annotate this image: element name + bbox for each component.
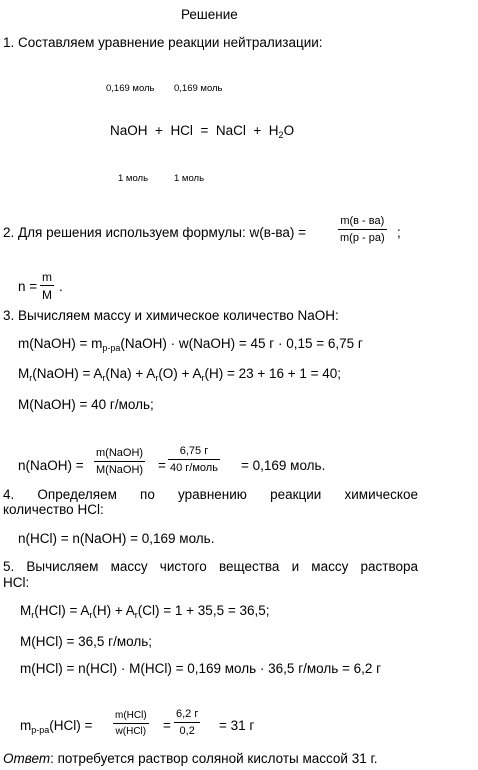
fraction-n-naoh-num-value: 6,75 г bbox=[168, 446, 220, 460]
answer-text: : потребуется раствор соляной кислоты массой 31 г. bbox=[50, 751, 378, 766]
naoh-molar-relative-line bbox=[18, 367, 341, 381]
step1-text: 1. Составляем уравнение реакции нейтрализации: bbox=[3, 35, 323, 50]
step2-semicolon: ; bbox=[397, 225, 401, 240]
n-naoh-left: n(NaOH) = bbox=[18, 458, 84, 473]
eq-naoh: NaOH bbox=[110, 123, 148, 138]
eq-plus-1: + bbox=[155, 123, 163, 138]
step2-text: 2. Для решения используем формулы: w(в-ва) = bbox=[3, 225, 307, 240]
naoh-mass-line bbox=[18, 337, 363, 351]
mr-hcl-m: M bbox=[20, 603, 32, 618]
fraction-n-naoh-num: m(NaOH) bbox=[94, 448, 145, 462]
fraction-n bbox=[40, 271, 54, 301]
final-part-a: (HCl) = bbox=[49, 718, 93, 733]
eq-plus-2: + bbox=[253, 123, 262, 138]
mr-part-c: (O) + A bbox=[158, 366, 202, 381]
hcl-mass-line: m(HCl) = n(HCl) · M(HCl) = 0,169 моль · 36,5 г/моль = 6,2 г bbox=[20, 661, 382, 676]
fraction-n-denominator: M bbox=[42, 288, 52, 302]
reaction-equation bbox=[110, 124, 294, 138]
mr-hcl-part-c: (Cl) = 1 + 35,5 = 36,5; bbox=[137, 603, 270, 618]
mol-top-naoh: 0,169 моль bbox=[106, 83, 155, 94]
mr-sub: r bbox=[29, 373, 33, 383]
mol-top-hcl: 0,169 моль bbox=[174, 83, 223, 94]
mr-hcl-part-a: (HCl) = A bbox=[34, 603, 90, 618]
eq-sub-2: 2 bbox=[278, 130, 284, 140]
eq-h: H bbox=[268, 123, 279, 138]
final-m: m bbox=[20, 718, 32, 733]
fraction-w bbox=[338, 216, 387, 244]
fraction-final-den-value: 0,2 bbox=[179, 725, 195, 737]
n-hcl-result: n(HCl) = n(NaOH) = 0,169 моль. bbox=[18, 531, 215, 546]
fraction-n-naoh-den: M(NaOH) bbox=[96, 464, 144, 476]
solution-title: Решение bbox=[181, 7, 238, 22]
ar-hcl-sub-2: r bbox=[134, 610, 138, 620]
n-formula-dot: . bbox=[59, 279, 63, 294]
mr-hcl-sub: r bbox=[31, 610, 35, 620]
n-formula-left: n = bbox=[18, 279, 38, 294]
eq-o: O bbox=[283, 123, 295, 138]
fraction-w-denominator: m(р - ра) bbox=[340, 232, 385, 244]
ar-sub-1: r bbox=[102, 373, 106, 383]
fraction-final-symbolic bbox=[113, 711, 149, 737]
naoh-molar-mass-line: M(NaOH) = 40 г/моль; bbox=[18, 397, 154, 412]
mol-bottom-hcl: 1 моль bbox=[174, 173, 205, 184]
fraction-n-naoh-symbolic bbox=[94, 448, 145, 476]
eq-nacl: NaCl bbox=[215, 123, 246, 138]
mr-part-d: (H) = 23 + 16 + 1 = 40; bbox=[204, 366, 342, 381]
mr-part-b: (Na) + A bbox=[105, 366, 156, 381]
fraction-n-naoh-den-value: 40 г/моль bbox=[170, 462, 218, 474]
fraction-final-den: w(HCl) bbox=[115, 726, 147, 737]
mr-part-a: (NaOH) = A bbox=[32, 366, 103, 381]
hcl-molar-relative-line bbox=[20, 604, 270, 618]
step4-text-line2: количество HCl: bbox=[3, 502, 104, 517]
fraction-w-numerator: m(в - ва) bbox=[338, 216, 387, 230]
fraction-final-num-value: 6,2 г bbox=[174, 709, 200, 723]
answer-line bbox=[3, 752, 378, 766]
eq-hcl: HCl bbox=[170, 123, 193, 138]
ar-sub-3: r bbox=[201, 373, 205, 383]
step4-text-line1: 4. Определяем по уравнению реакции химическое bbox=[3, 487, 418, 502]
mr-hcl-part-b: (H) + A bbox=[92, 603, 135, 618]
fraction-n-numerator: m bbox=[42, 270, 52, 284]
mol-bottom-naoh: 1 моль bbox=[118, 173, 149, 184]
step5-text-line1: 5. Вычисляем массу чистого вещества и массу раствора bbox=[3, 559, 418, 574]
final-result: = 31 г bbox=[219, 718, 255, 733]
ar-sub-2: r bbox=[155, 373, 159, 383]
fraction-final-numeric bbox=[174, 709, 200, 737]
solution-mass-left bbox=[20, 719, 92, 733]
n-naoh-equals: = bbox=[158, 458, 166, 473]
answer-label: Ответ bbox=[3, 751, 51, 766]
ar-hcl-sub-1: r bbox=[89, 610, 93, 620]
fraction-final-num: m(HCl) bbox=[113, 711, 149, 724]
mr-m: M bbox=[18, 366, 30, 381]
final-equals: = bbox=[163, 718, 171, 733]
eq-equals: = bbox=[200, 123, 209, 138]
final-sub: р-ра bbox=[31, 725, 50, 735]
step5-text-line2: HCl: bbox=[3, 575, 30, 590]
fraction-n-naoh-numeric bbox=[168, 446, 220, 474]
hcl-molar-mass-line: M(HCl) = 36,5 г/моль; bbox=[20, 634, 152, 649]
n-naoh-result: = 0,169 моль. bbox=[241, 458, 326, 473]
naoh-mass-part-a: m(NaOH) = m bbox=[18, 336, 103, 351]
step3-text: 3. Вычисляем массу и химическое количество NaOH: bbox=[3, 308, 339, 323]
naoh-mass-part-b: (NaOH) · w(NaOH) = 45 г · 0,15 = 6,75 г bbox=[120, 336, 363, 351]
naoh-mass-sub: р-ра bbox=[102, 343, 121, 353]
